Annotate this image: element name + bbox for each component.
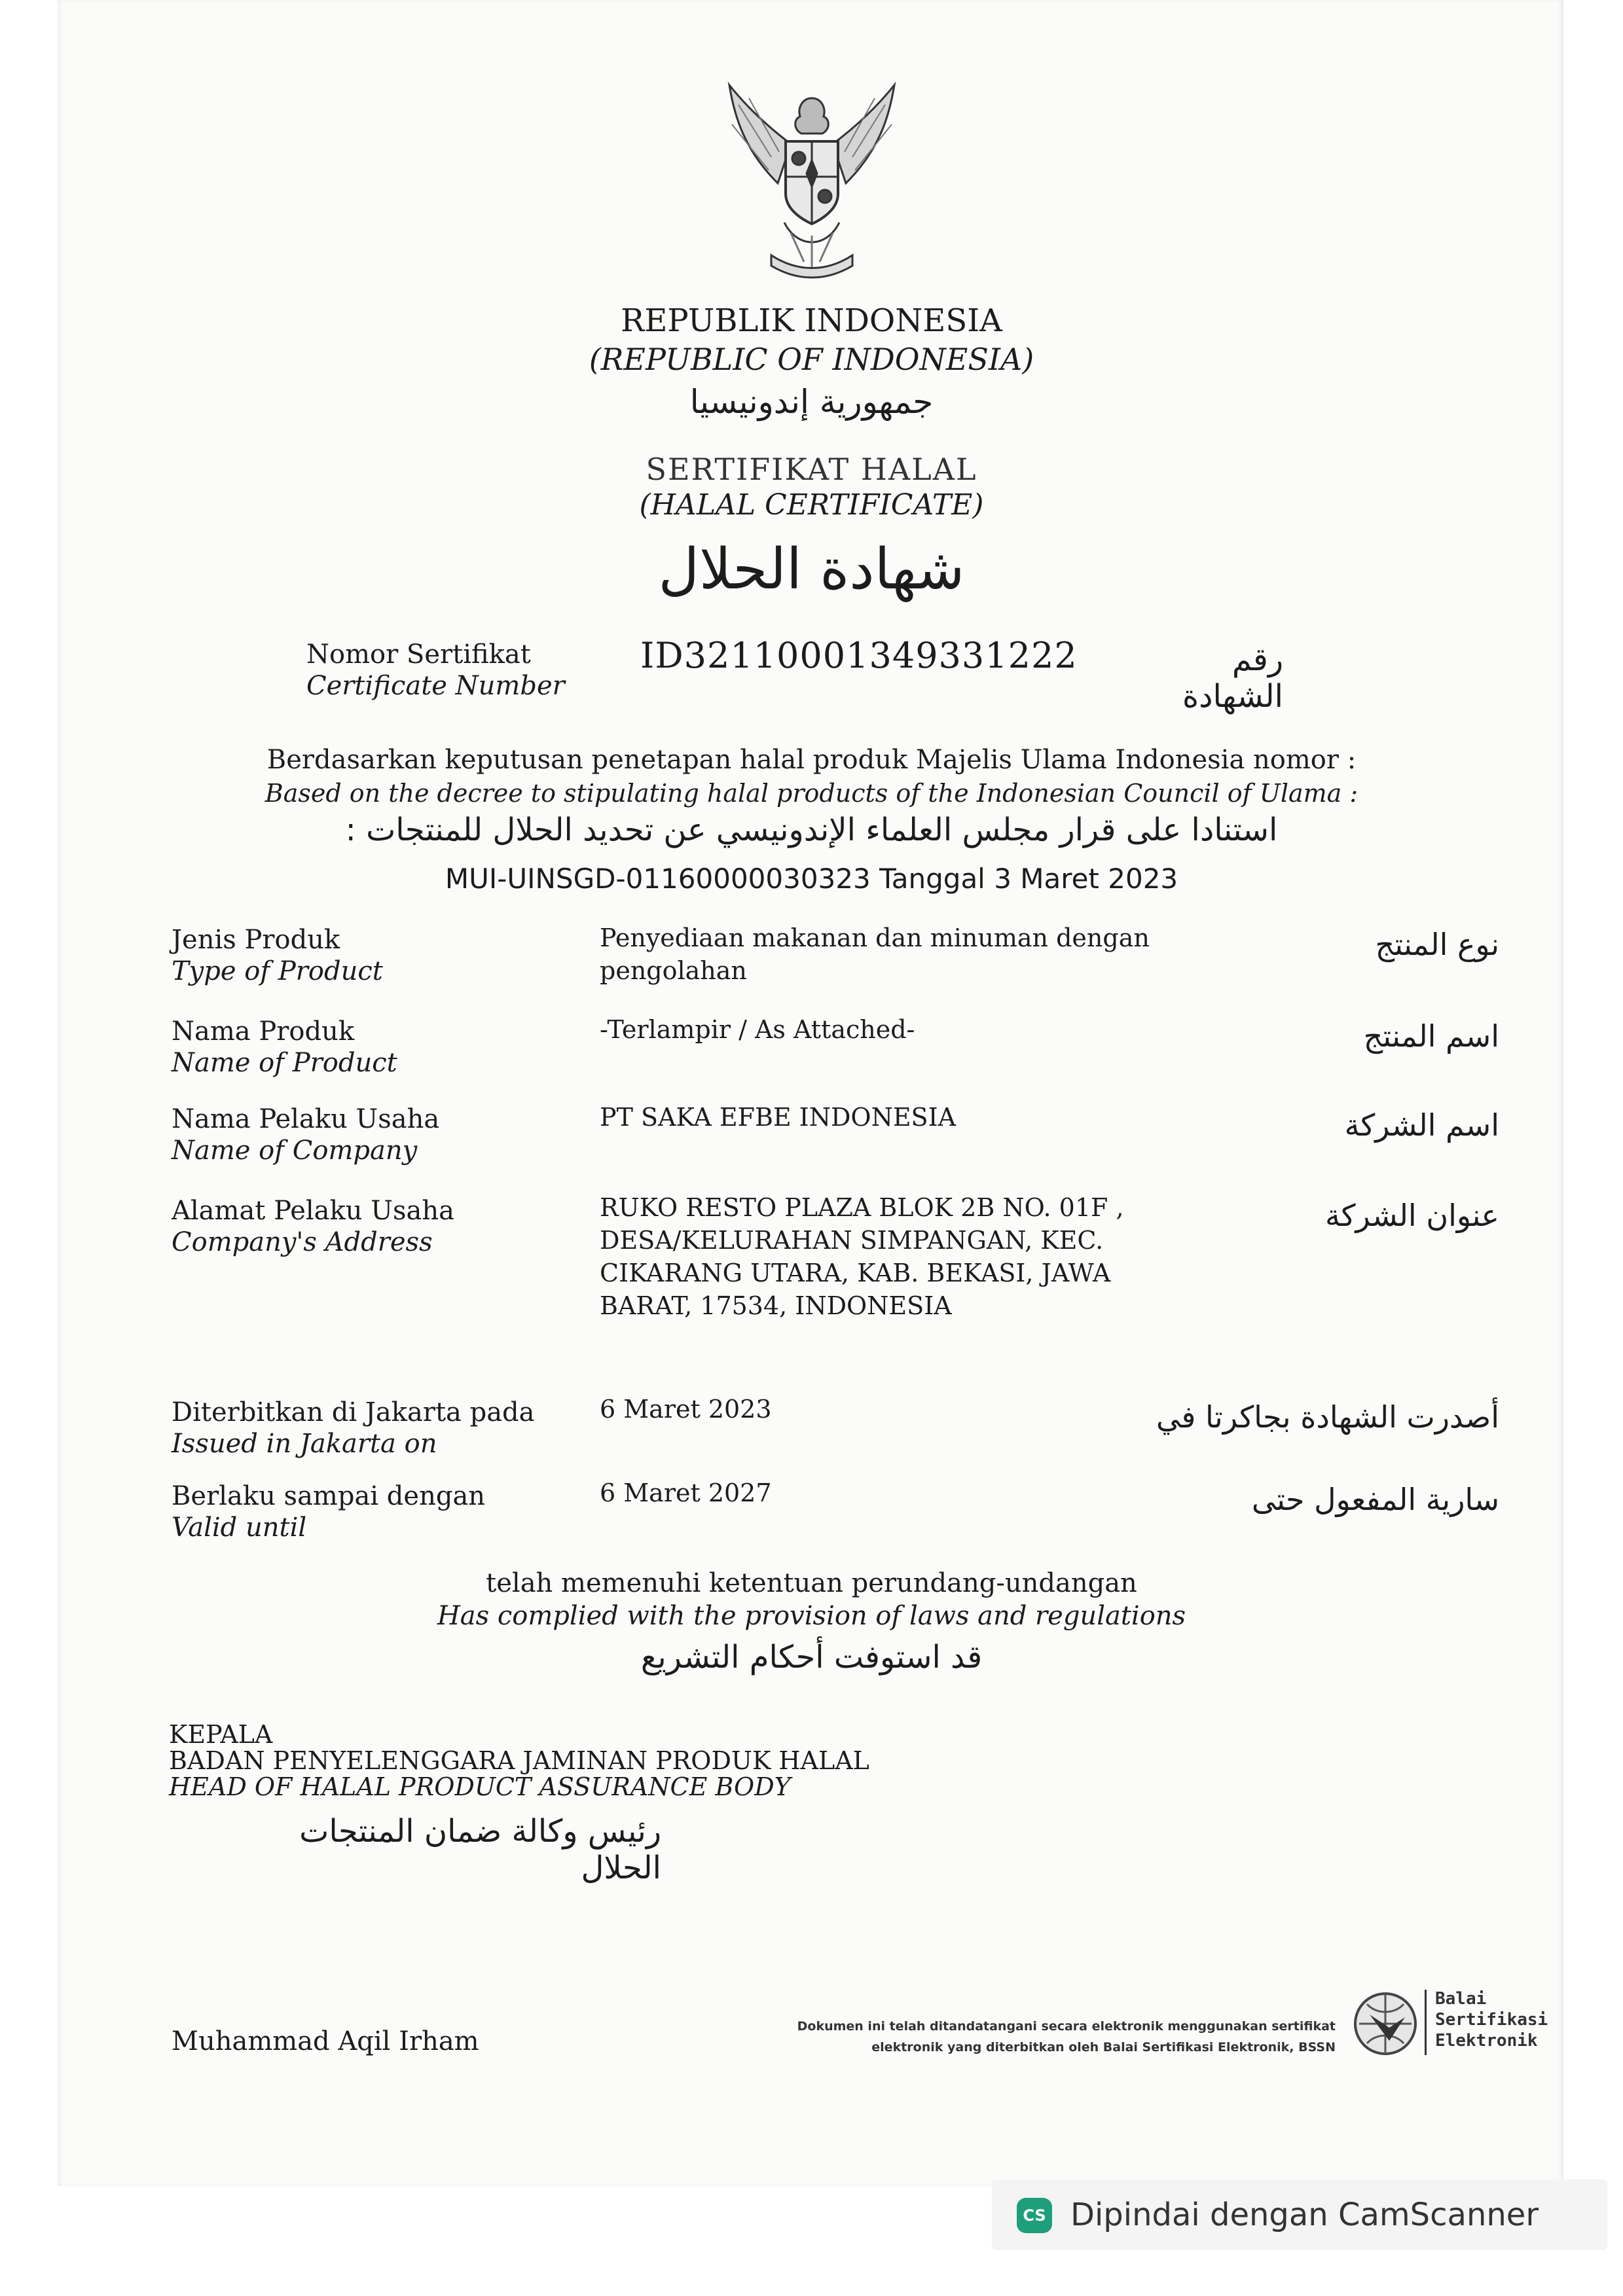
field-address-value xyxy=(600,1191,1124,1322)
signatory-name: Muhammad Aqil Irham xyxy=(172,2026,479,2056)
esign-note-line: Dokumen ini telah ditandatangani secara elektronik menggunakan sertifikat xyxy=(797,2019,1336,2034)
field-address-label-id: Alamat Pelaku Usaha xyxy=(172,1196,454,1226)
compliance-line-ar: قد استوفت أحكام التشريع xyxy=(640,1639,983,1676)
country-title-ar: جمهورية إندونيسيا xyxy=(689,383,934,421)
field-product-name-label xyxy=(172,1016,397,1079)
decree-line-id: Berdasarkan keputusan penetapan halal produk Majelis Ulama Indonesia nomor : xyxy=(266,745,1357,775)
certificate-number-label-en: Certificate Number xyxy=(306,671,565,701)
garuda-emblem-icon xyxy=(725,79,898,281)
field-valid-label-en: Valid until xyxy=(172,1513,307,1543)
certificate-title-ar: شهادة الحلال xyxy=(658,537,965,602)
country-title: REPUBLIK INDONESIA xyxy=(621,302,1002,339)
esign-note xyxy=(773,2016,1336,2058)
decree-line-en: Based on the decree to stipulating halal products of the Indonesian Council of Ulama : xyxy=(264,779,1359,808)
field-type-value-line: pengolahan xyxy=(600,956,747,985)
compliance-line-id: telah memenuhi ketentuan perundang-undangan xyxy=(486,1568,1137,1598)
field-issued-label xyxy=(172,1397,535,1460)
camscanner-badge xyxy=(992,2179,1607,2250)
field-address-value-line: BARAT, 17534, INDONESIA xyxy=(600,1291,952,1320)
signatory-title-line: KEPALA xyxy=(169,1720,273,1749)
decree-number: MUI-UINSGD-01160000030323 Tanggal 3 Maret 2023 xyxy=(445,863,1178,895)
certificate-number-value: ID32110001349331222 xyxy=(640,635,1078,676)
signatory-title-en: HEAD OF HALAL PRODUCT ASSURANCE BODY xyxy=(169,1772,791,1801)
field-address-value-line: DESA/KELURAHAN SIMPANGAN, KEC. xyxy=(600,1226,1104,1255)
field-issued-label-ar: أصدرت الشهادة بجاكرتا في xyxy=(1156,1399,1499,1435)
field-type-label-id: Jenis Produk xyxy=(172,925,340,955)
field-address-value-line: CIKARANG UTARA, KAB. BEKASI, JAWA xyxy=(600,1259,1111,1287)
field-company-label-ar: اسم الشركة xyxy=(1344,1107,1499,1143)
signatory-title-ar: رئيس وكالة ضمان المنتجات الحلال xyxy=(299,1813,661,1886)
esign-divider xyxy=(1425,1990,1427,2055)
certificate-title: SERTIFIKAT HALAL xyxy=(646,452,977,487)
field-issued-label-id: Diterbitkan di Jakarta pada xyxy=(172,1397,535,1427)
certificate-number-label-ar: رقم الشهادة xyxy=(1182,641,1283,715)
bsre-logo-line: Balai xyxy=(1435,1989,1487,2009)
field-address-label xyxy=(172,1195,454,1258)
field-address-value-line: RUKO RESTO PLAZA BLOK 2B NO. 01F , xyxy=(600,1193,1124,1222)
signatory-title-line: BADAN PENYELENGGARA JAMINAN PRODUK HALAL xyxy=(169,1746,869,1775)
field-company-label-id: Nama Pelaku Usaha xyxy=(172,1104,440,1134)
camscanner-text: Dipindai dengan CamScanner xyxy=(1070,2197,1539,2233)
field-issued-value xyxy=(600,1393,772,1426)
field-company-value xyxy=(600,1101,956,1134)
certificate-title-en: (HALAL CERTIFICATE) xyxy=(639,488,984,522)
field-valid-value-line: 6 Maret 2027 xyxy=(600,1479,772,1507)
field-type-label xyxy=(172,924,383,987)
field-product-name-value xyxy=(600,1013,915,1046)
field-type-label-en: Type of Product xyxy=(172,956,383,986)
field-company-value-line: PT SAKA EFBE INDONESIA xyxy=(600,1103,957,1132)
field-product-name-label-ar: اسم المنتج xyxy=(1363,1018,1499,1054)
bsre-globe-icon xyxy=(1350,1988,1421,2059)
field-valid-value xyxy=(600,1477,772,1509)
decree-line-ar: استنادا على قرار مجلس العلماء الإندونيسي عن تحديد الحلال للمنتجات : xyxy=(345,812,1278,848)
certificate-number-label xyxy=(306,639,565,702)
camscanner-icon: CS xyxy=(1017,2198,1052,2233)
certificate-number-label-id: Nomor Sertifikat xyxy=(306,639,531,670)
compliance-line-en: Has complied with the provision of laws and regulations xyxy=(437,1601,1186,1631)
field-company-label-en: Name of Company xyxy=(172,1136,418,1166)
field-valid-label-ar: سارية المفعول حتى xyxy=(1251,1482,1499,1517)
signatory-block xyxy=(169,1721,869,1800)
field-product-name-value-line: -Terlampir / As Attached- xyxy=(600,1015,915,1044)
field-valid-label-id: Berlaku sampai dengan xyxy=(172,1481,486,1511)
field-product-name-label-en: Name of Product xyxy=(172,1048,397,1078)
field-type-value-line: Penyediaan makanan dan minuman dengan xyxy=(600,924,1150,952)
field-address-label-en: Company's Address xyxy=(172,1227,433,1257)
field-issued-value-line: 6 Maret 2023 xyxy=(600,1395,772,1424)
field-product-name-label-id: Nama Produk xyxy=(172,1016,355,1047)
bsre-logo-line: Elektronik xyxy=(1435,2031,1538,2051)
field-address-label-ar: عنوان الشركة xyxy=(1324,1198,1499,1233)
field-company-label xyxy=(172,1103,439,1166)
field-valid-label xyxy=(172,1480,485,1543)
esign-note-line: elektronik yang diterbitkan oleh Balai Sertifikasi Elektronik, BSSN xyxy=(871,2040,1336,2054)
field-issued-label-en: Issued in Jakarta on xyxy=(172,1429,437,1459)
field-type-value xyxy=(600,922,1150,987)
field-type-label-ar: نوع المنتج xyxy=(1375,927,1499,962)
bsre-logo-text xyxy=(1435,1988,1548,2051)
country-title-en: (REPUBLIC OF INDONESIA) xyxy=(589,342,1034,377)
bsre-logo-line: Sertifikasi xyxy=(1435,2010,1548,2030)
